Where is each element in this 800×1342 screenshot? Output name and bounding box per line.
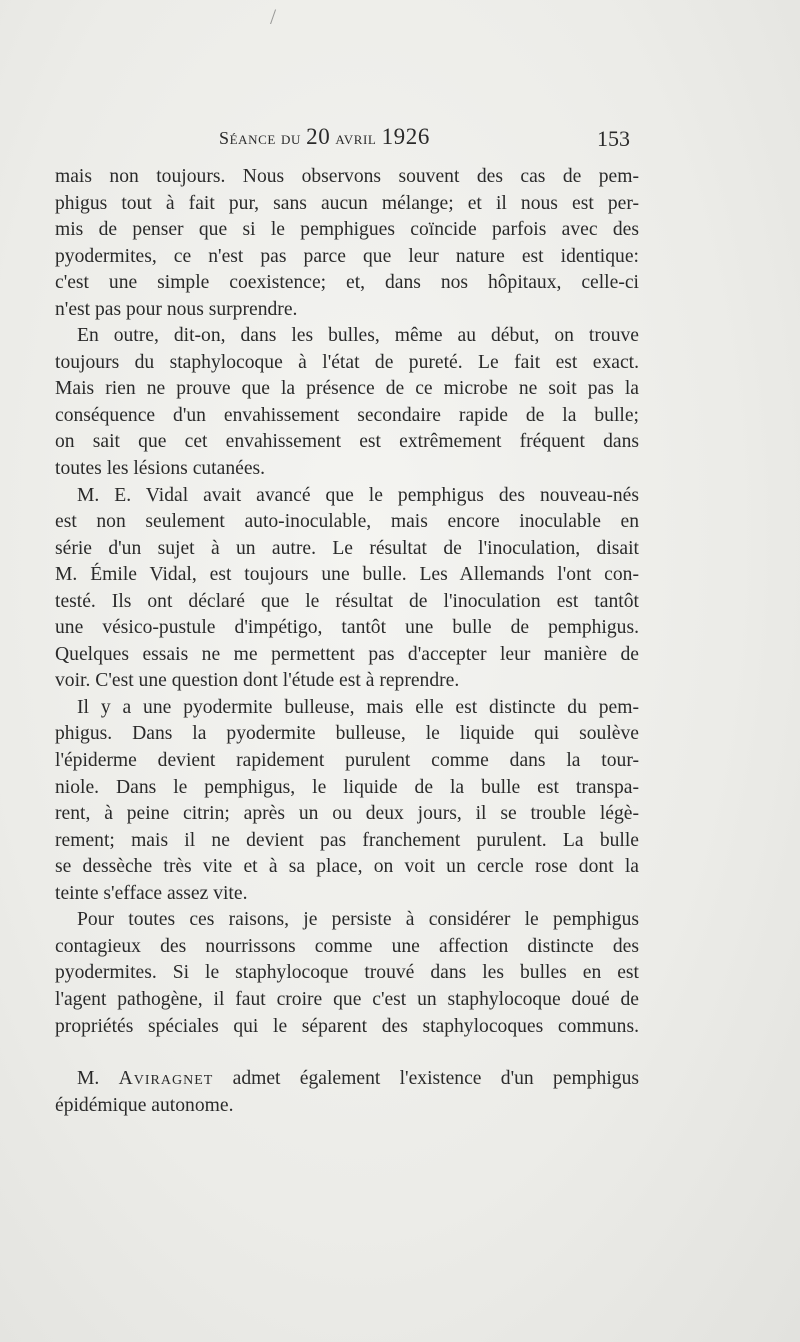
text-line: teinte s'efface assez vite. [55, 882, 248, 904]
running-title-year: 1926 [381, 124, 430, 149]
speaker-name: Aviragnet [118, 1068, 214, 1090]
paragraph-aviragnet [55, 1066, 639, 1119]
text-line: niole. Dans le pemphigus, le liquide de la bulle est transpa- [55, 776, 639, 798]
page-number: 153 [597, 126, 630, 151]
text-line: phigus tout à fait pur, sans aucun mélange; et il nous est per- [55, 192, 639, 214]
running-title-prefix: Séance du [219, 128, 307, 148]
text-line: série d'un sujet à un autre. Le résultat de l'inoculation, disait [55, 537, 639, 559]
text-line: pyodermites. Si le staphylocoque trouvé dans les bulles en est [55, 962, 639, 984]
text-line: Mais rien ne prouve que la présence de ce microbe ne soit pas la [55, 378, 639, 400]
text-line: une vésico-pustule d'impétigo, tantôt une bulle de pemphigus. [55, 617, 639, 639]
text-line: c'est une simple coexistence; et, dans nos hôpitaux, celle-ci [55, 272, 639, 294]
text-line: rent, à peine citrin; après un ou deux jours, il se trouble légè- [55, 803, 639, 825]
text-line: En outre, dit-on, dans les bulles, même au début, on trouve [77, 325, 639, 347]
text-line: testé. Ils ont déclaré que le résultat de l'inoculation est tantôt [55, 590, 639, 612]
speaker-line-rest: admet également l'existence d'un pemphigus [213, 1068, 639, 1090]
text-line: mis de penser que si le pemphigues coïncide parfois avec des [55, 219, 639, 241]
text-line: contagieux des nourrissons comme une affection distincte des [55, 935, 639, 957]
text-line: M. E. Vidal avait avancé que le pemphigus des nouveau-nés [77, 484, 639, 506]
text-line: toutes les lésions cutanées. [55, 458, 266, 480]
text-line: conséquence d'un envahissement secondaire rapide de la bulle; [55, 404, 639, 426]
text-line: pyodermites, ce n'est pas parce que leur nature est identique: [55, 245, 639, 267]
running-head [0, 118, 800, 158]
text-line: Pour toutes ces raisons, je persiste à considérer le pemphigus [77, 909, 639, 931]
running-title-day: 20 [306, 124, 331, 149]
text-line: l'épiderme devient rapidement purulent comme dans la tour- [55, 750, 639, 772]
text-line: M. Émile Vidal, est toujours une bulle. Les Allemands l'ont con- [55, 564, 639, 586]
text-line: se dessèche très vite et à sa place, on voit un cercle rose dont la [55, 856, 639, 878]
text-line: mais non toujours. Nous observons souvent des cas de pem- [55, 166, 639, 187]
text-line: propriétés spéciales qui le séparent des staphylocoques communs. [55, 1015, 639, 1037]
text-line: rement; mais il ne devient pas franchement purulent. La bulle [55, 829, 639, 851]
paragraph [55, 483, 639, 695]
running-title-month: avril [330, 128, 382, 148]
text-line: l'agent pathogène, il faut croire que c'est un staphylocoque doué de [55, 988, 639, 1010]
body-text [55, 164, 639, 1119]
paragraph [55, 907, 639, 1040]
text-line: voir. C'est une question dont l'étude est à reprendre. [55, 670, 460, 692]
text-line: Il y a une pyodermite bulleuse, mais elle est distincte du pem- [77, 696, 639, 718]
paragraph [55, 323, 639, 482]
paragraph [55, 164, 639, 323]
text-line [55, 1066, 639, 1093]
text-line: n'est pas pour nous surprendre. [55, 298, 298, 320]
text-line: toujours du staphylocoque à l'état de pureté. Le fait est exact. [55, 351, 639, 373]
page-mark: / [270, 4, 277, 29]
paragraph [55, 695, 639, 907]
running-title [219, 124, 430, 150]
text-line: on sait que cet envahissement est extrêmement fréquent dans [55, 431, 639, 453]
paragraph-gap [55, 1040, 639, 1066]
text-line: est non seulement auto-inoculable, mais encore inoculable en [55, 511, 639, 533]
text-line: Quelques essais ne me permettent pas d'accepter leur manière de [55, 643, 639, 665]
speaker-prefix: M. [77, 1068, 119, 1090]
text-line: phigus. Dans la pyodermite bulleuse, le liquide qui soulève [55, 723, 639, 745]
text-line: épidémique autonome. [55, 1094, 234, 1116]
